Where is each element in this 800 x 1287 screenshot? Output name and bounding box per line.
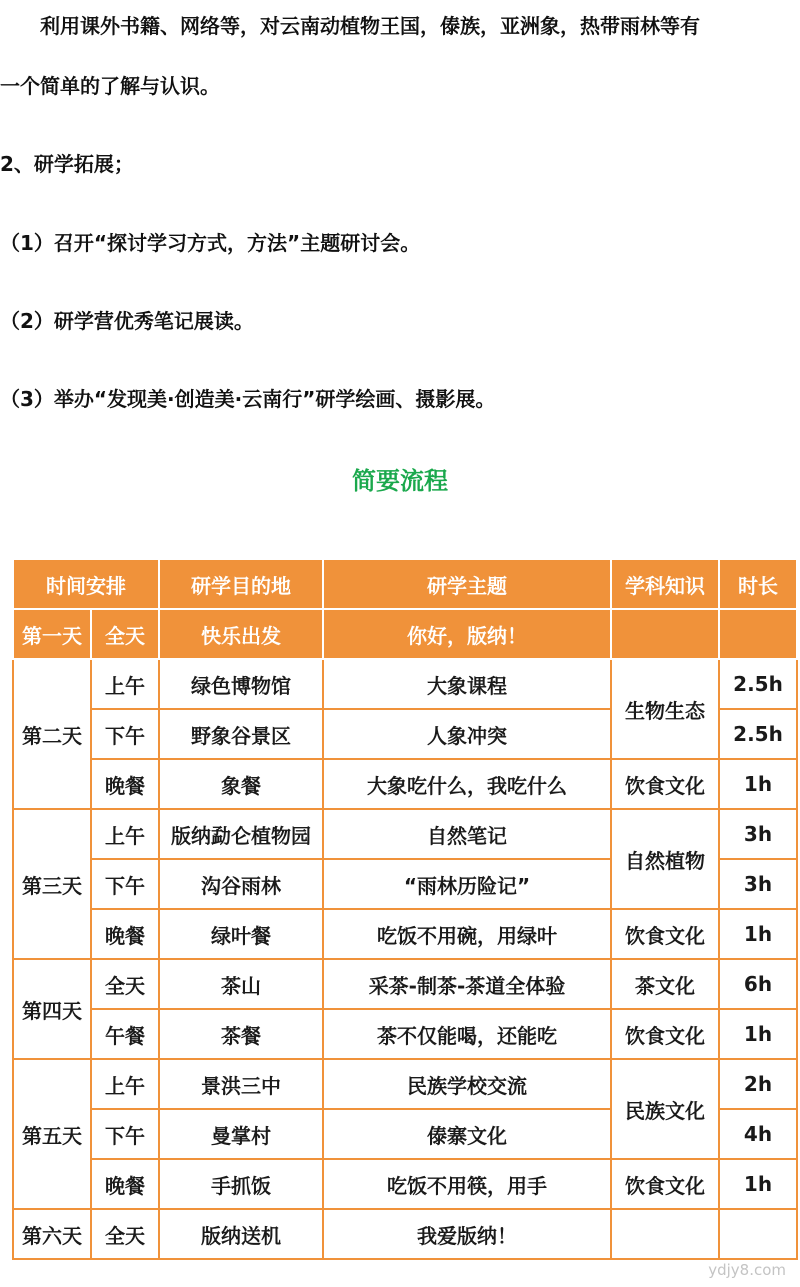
- duration-cell: 3h: [719, 809, 797, 859]
- header-time: 时间安排: [13, 559, 159, 609]
- topic-cell: “雨林历险记”: [323, 859, 611, 909]
- table-row: [13, 1009, 797, 1059]
- slot-cell: 上午: [91, 809, 159, 859]
- topic-cell: 傣寨文化: [323, 1109, 611, 1159]
- slot-cell: 晚餐: [91, 759, 159, 809]
- subject-cell: 饮食文化: [611, 909, 719, 959]
- place-cell: 曼掌村: [159, 1109, 323, 1159]
- day-cell: 第五天: [13, 1059, 91, 1209]
- slot-cell: 全天: [91, 1209, 159, 1259]
- subject-cell: 饮食文化: [611, 1009, 719, 1059]
- table-row: [13, 609, 797, 659]
- intro-paragraph-line-1: 利用课外书籍、网络等，对云南动植物王国，傣族，亚洲象，热带雨林等有: [0, 14, 700, 38]
- list-item-3: （3）举办“发现美·创造美·云南行”研学绘画、摄影展。: [0, 387, 496, 411]
- topic-cell: 我爱版纳！: [323, 1209, 611, 1259]
- watermark: ydjy8.com: [708, 1261, 786, 1279]
- place-cell: 象餐: [159, 759, 323, 809]
- topic-cell: 民族学校交流: [323, 1059, 611, 1109]
- place-cell: 茶餐: [159, 1009, 323, 1059]
- duration-cell: 4h: [719, 1109, 797, 1159]
- slot-cell: 上午: [91, 659, 159, 709]
- page-title: 简要流程: [352, 467, 448, 495]
- table-row: [13, 1209, 797, 1259]
- place-cell: 绿色博物馆: [159, 659, 323, 709]
- header-subject: 学科知识: [611, 559, 719, 609]
- subject-cell: 饮食文化: [611, 759, 719, 809]
- duration-cell: 1h: [719, 759, 797, 809]
- slot-cell: 晚餐: [91, 909, 159, 959]
- topic-cell: 吃饭不用碗，用绿叶: [323, 909, 611, 959]
- slot-cell: 晚餐: [91, 1159, 159, 1209]
- place-cell: 茶山: [159, 959, 323, 1009]
- duration-cell: [719, 609, 797, 659]
- topic-cell: 大象吃什么，我吃什么: [323, 759, 611, 809]
- topic-cell: 茶不仅能喝，还能吃: [323, 1009, 611, 1059]
- table-row: [13, 659, 797, 709]
- topic-cell: 采茶-制茶-茶道全体验: [323, 959, 611, 1009]
- schedule-table: [12, 558, 798, 1260]
- duration-cell: 2h: [719, 1059, 797, 1109]
- list-item-2: （2）研学营优秀笔记展读。: [0, 309, 254, 333]
- topic-cell: 人象冲突: [323, 709, 611, 759]
- subject-cell: 民族文化: [611, 1059, 719, 1159]
- duration-cell: 1h: [719, 909, 797, 959]
- table-row: [13, 759, 797, 809]
- slot-cell: 下午: [91, 709, 159, 759]
- table-row: [13, 959, 797, 1009]
- header-destination: 研学目的地: [159, 559, 323, 609]
- place-cell: 版纳送机: [159, 1209, 323, 1259]
- place-cell: 绿叶餐: [159, 909, 323, 959]
- header-duration: 时长: [719, 559, 797, 609]
- place-cell: 沟谷雨林: [159, 859, 323, 909]
- slot-cell: 午餐: [91, 1009, 159, 1059]
- table-row: [13, 1059, 797, 1109]
- subject-cell: 茶文化: [611, 959, 719, 1009]
- day-cell: 第一天: [13, 609, 91, 659]
- table-header-row: [13, 559, 797, 609]
- duration-cell: [719, 1209, 797, 1259]
- slot-cell: 下午: [91, 859, 159, 909]
- place-cell: 快乐出发: [159, 609, 323, 659]
- table-row: [13, 909, 797, 959]
- subject-cell: 生物生态: [611, 659, 719, 759]
- intro-paragraph-line-2: 一个简单的了解与认识。: [0, 74, 220, 98]
- duration-cell: 3h: [719, 859, 797, 909]
- list-item-1: （1）召开“探讨学习方式，方法”主题研讨会。: [0, 231, 421, 255]
- place-cell: 野象谷景区: [159, 709, 323, 759]
- day-cell: 第三天: [13, 809, 91, 959]
- header-topic: 研学主题: [323, 559, 611, 609]
- duration-cell: 6h: [719, 959, 797, 1009]
- subject-cell: [611, 609, 719, 659]
- duration-cell: 2.5h: [719, 709, 797, 759]
- table-row: [13, 809, 797, 859]
- day-cell: 第四天: [13, 959, 91, 1059]
- section-heading: 2、研学拓展；: [0, 152, 134, 176]
- day-cell: 第六天: [13, 1209, 91, 1259]
- day-cell: 第二天: [13, 659, 91, 809]
- topic-cell: 吃饭不用筷，用手: [323, 1159, 611, 1209]
- subject-cell: 自然植物: [611, 809, 719, 909]
- subject-cell: 饮食文化: [611, 1159, 719, 1209]
- topic-cell: 你好，版纳！: [323, 609, 611, 659]
- subject-cell: [611, 1209, 719, 1259]
- slot-cell: 下午: [91, 1109, 159, 1159]
- topic-cell: 大象课程: [323, 659, 611, 709]
- duration-cell: 1h: [719, 1159, 797, 1209]
- slot-cell: 全天: [91, 609, 159, 659]
- place-cell: 版纳勐仑植物园: [159, 809, 323, 859]
- duration-cell: 2.5h: [719, 659, 797, 709]
- duration-cell: 1h: [719, 1009, 797, 1059]
- slot-cell: 全天: [91, 959, 159, 1009]
- table-row: [13, 1159, 797, 1209]
- topic-cell: 自然笔记: [323, 809, 611, 859]
- slot-cell: 上午: [91, 1059, 159, 1109]
- place-cell: 手抓饭: [159, 1159, 323, 1209]
- place-cell: 景洪三中: [159, 1059, 323, 1109]
